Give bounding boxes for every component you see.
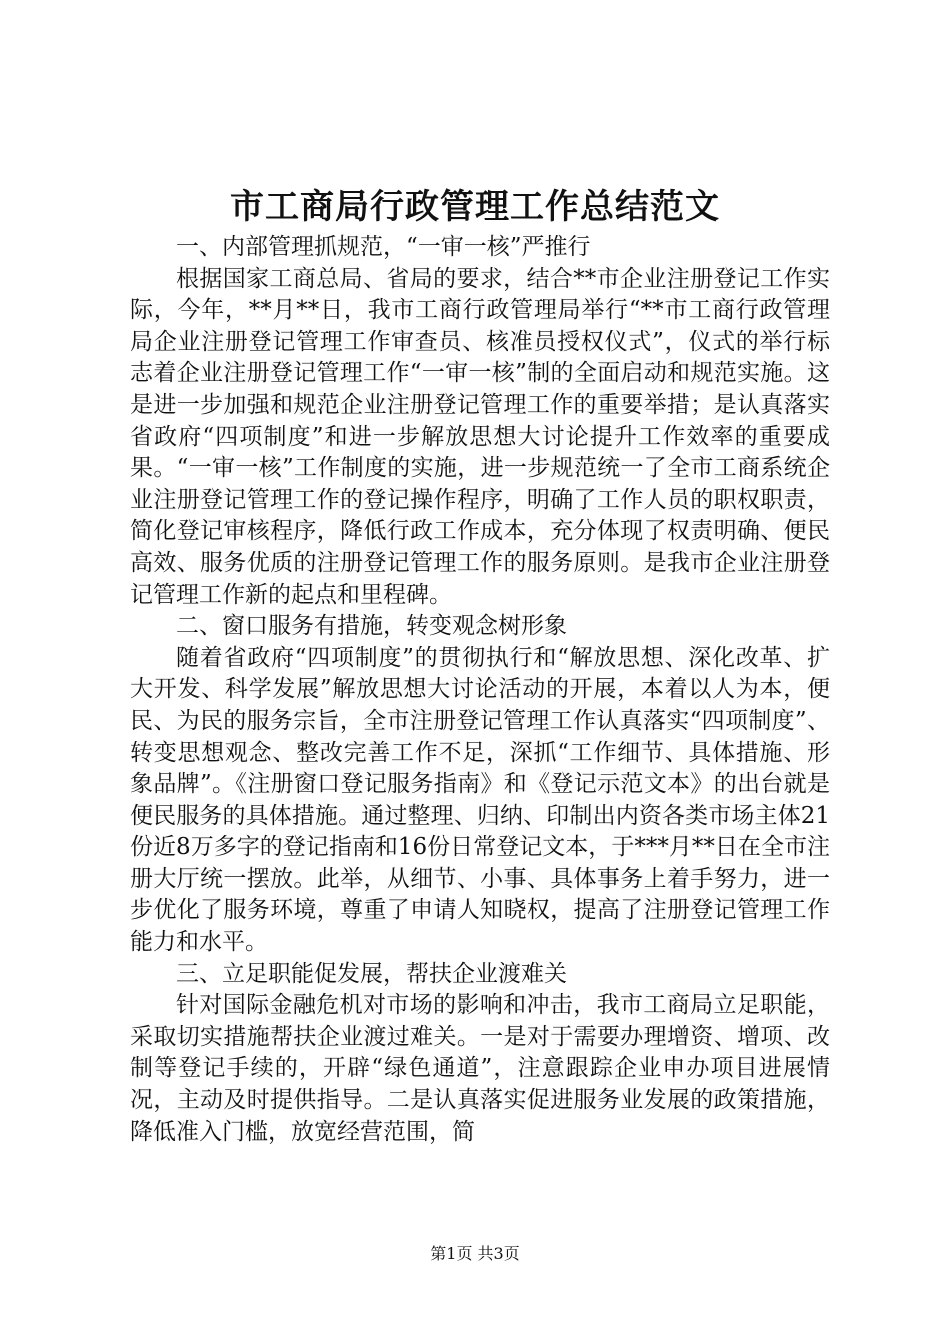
paragraph-3: 针对国际金融危机对市场的影响和冲击，我市工商局立足职能，采取切实措施帮扶企业渡过难关。一是对于需要办理增资、增项、改制等登记手续的，开辟“绿色通道”，注意跟踪企业申办项目进展情况，主动及时提供指导。二是认真落实促进服务业发展的政策措施，降低准入门槛，放宽经营范围，简	[130, 992, 830, 1145]
page-footer: 第1页 共3页	[430, 1244, 520, 1263]
section-heading-1: 一、内部管理抓规范，“一审一核”严推行	[176, 234, 591, 260]
document-title: 市工商局行政管理工作总结范文	[230, 187, 720, 227]
document-body	[130, 232, 830, 1148]
section-heading-2: 二、窗口服务有措施，转变观念树形象	[176, 613, 567, 640]
section-heading-3: 三、立足职能促发展，帮扶企业渡难关	[176, 960, 567, 987]
paragraph-2: 随着省政府“四项制度”的贯彻执行和“解放思想、深化改革、扩大开发、科学发展”解放思想大讨论活动的开展，本着以人为本，便民、为民的服务宗旨，全市注册登记管理工作认真落实“四项制度”、转变思想观念、整改完善工作不足，深抓“工作细节、具体措施、形象品牌”。《注册窗口登记服务指南》和《登记示范文本》的出台就是便民服务的具体措施。通过整理、归纳、印制出内资各类市场主体21份近8万多字的登记指南和16份日常登记文本，于***月**日在全市注册大厅统一摆放。此举，从细节、小事、具体事务上着手努力，进一步优化了服务环境，尊重了申请人知晓权，提高了注册登记管理工作能力和水平。	[130, 644, 830, 956]
paragraph-1: 根据国家工商总局、省局的要求，结合**市企业注册登记工作实际，今年，**月**日，我市工商行政管理局举行“**市工商行政管理局企业注册登记管理工作审查员、核准员授权仪式”，仪式的举行标志着企业注册登记管理工作“一审一核”制的全面启动和规范实施。这是进一步加强和规范企业注册登记管理工作的重要举措；是认真落实省政府“四项制度”和进一步解放思想大讨论提升工作效率的重要成果。“一审一核”工作制度的实施，进一步规范统一了全市工商系统企业注册登记管理工作的登记操作程序，明确了工作人员的职权职责，简化登记审核程序，降低行政工作成本，充分体现了权责明确、便民高效、服务优质的注册登记管理工作的服务原则。是我市企业注册登记管理工作新的起点和里程碑。	[130, 265, 830, 608]
